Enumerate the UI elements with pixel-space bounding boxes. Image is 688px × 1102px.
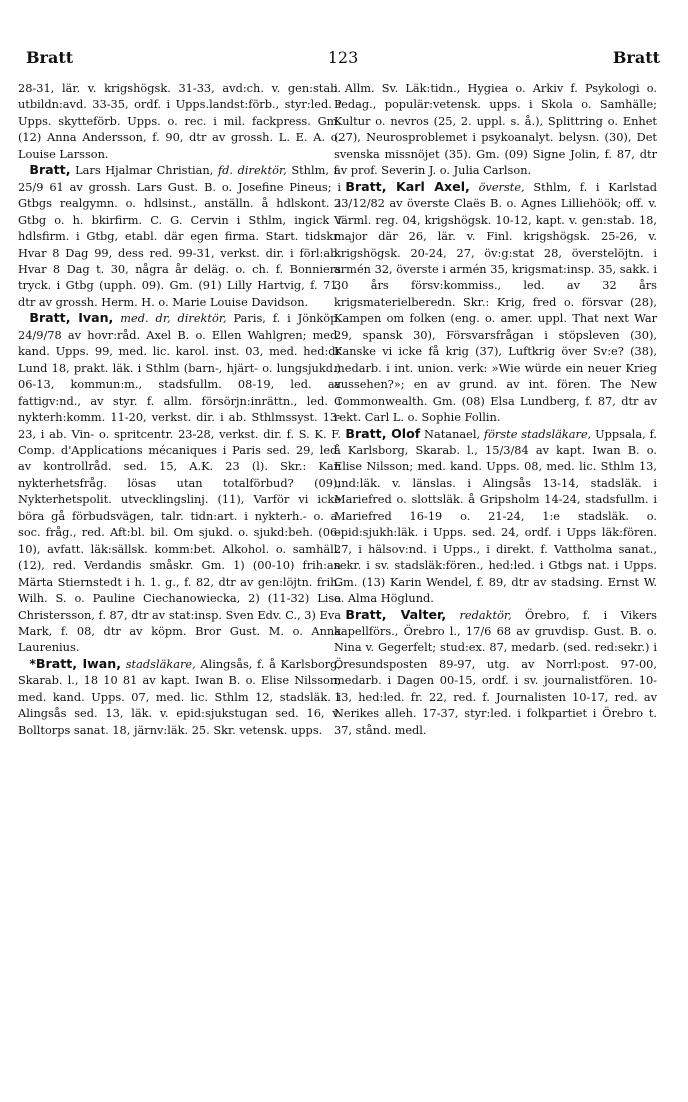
entry-name: *Bratt, Iwan, <box>29 655 122 671</box>
entry-title: fd. direktör, <box>217 163 287 178</box>
entry-name: Bratt, Valter, <box>345 606 447 622</box>
continuation-text: 28-31, lär. v. krigshögsk. 31-33, avd:ch. v. gen:stab. utbildn:avd. 33-35, ordf. i Upps.landst:förb., styr:led. i Upps. skytteförb. Upps. o. rec. i mil. fackpress. Gm. (12) Anna Andersson, f. 90, dtr av grossh. L. E. A. o. Louise Larsson. <box>18 81 341 161</box>
entry-text: Uppsala, f. å Karlsborg, Skarab. l., 15/3/84 av kapt. Iwan B. o. Elise Nilsson; med. kand. Upps. 08, med. lic. Sthlm 13, und:läk. v. länslas. i Alingsås 13-14, stadsläk. i Mariefred o. slottsläk. å Gripsholm 14-24, stadsfullm. i Mariefred 16-19 o. 21-24, 1:e stadsläk. o. epid:sjukh:läk. i Upps. sed. 24, ordf. i Upps läk:fören. 27, i hälsov:nd. i Upps., i direkt. f. Vattholma sanat., sekr. i sv. stadsläk:fören., hed:led. i Gtbgs nat. i Upps. Gm. (13) Karin Wendel, f. 89, dtr av stadsing. Ernst W. o. Alma Höglund. <box>334 426 657 606</box>
entry-given-names <box>470 180 479 194</box>
page-number: 123 <box>327 48 359 67</box>
entry-text: Alingsås, f. å Karlsborg, Skarab. l., 18 10 81 av kapt. Iwan B. o. Elise Nilsson; med. kand. Upps. 07, med. lic. Sthlm 12, stadsläk. i Alingsås sed. 13, läk. v. epid:sjukstugan sed. 16, v. Bolltorps sanat. 18, järnv:läk. 25. Skr. vetensk. upps. <box>18 656 342 737</box>
entry-text: Örebro, f. i Vikers kapellförs., Örebro l., 17/6 68 av gruvdisp. Gust. B. o. Nina v. Gegerfelt; stud:ex. 87, medarb. (sed. red:sekr.) i Öresundsposten 89-97, utg. av Norrl:post. 97-00, medarb. i Dagen 00-15, ordf. i sv. journalistfören. 10-13, hed:led. fr. 22, red. f. Journalisten 10-17, red. av Nerikes alleh. 17-37, styr:led. i folkpartiet i Örebro t. 37, stånd. medl. <box>334 607 657 737</box>
entry-given-names: Lars Hjalmar Christian, <box>70 163 218 178</box>
right-column <box>334 80 657 738</box>
left-column <box>18 80 341 738</box>
entry-text: Sthlm, f. i Karlstad 23/12/82 av överste Claës B. o. Agnes Lilliehöök; off. v. Värml. reg. 04, krigshögsk. 10-12, kapt. v. gen:stab. 18, major där 26, lär. v. Finl. krigshögsk. 25-26, v. krigshögsk. 20-24, 27, öv:g:stat 28, överstelöjtn. i armén 32, överste i armén 35, krigsmat:insp. 35, sakk. i 30 års försv:kommiss., led. av 32 års krigsmaterielberedn. Skr.: Krig, fred o. försvar (28), Kampen om folken (eng. o. amer. uppl. That next War 29, spansk 30), Försvarsfrågan i stöpsleven (30), Kanske vi icke få krig (37), Luftkrig över Sv:e? (38), medarb. i int. union. verk: »Wie würde ein neuer Krieg aussehen?»; en av grund. av int. fören. The New Commonwealth. Gm. (08) Elsa Lundberg, f. 87, dtr av rekt. Carl L. o. Sophie Follin. <box>334 179 657 425</box>
entry-text: Paris, f. i Jönköp. 24/9/78 av hovr:råd. Axel B. o. Ellen Wahlgren; med. kand. Upps. 99, med. lic. karol. inst. 03, med. hed:dr Lund 18, prakt. läk. i Sthlm (barn-, hjärt- o. lungsjukd.) 06-13, kommun:m., stadsfullm. 08-19, led. av fattigv:nd., av styr. f. allm. försörjn:inrättn., led. i nykterh:komm. 11-20, verkst. dir. i ab. Sthlmssyst. 13-23, i ab. Vin- o. spritcentr. 23-28, verkst. dir. f. S. K. F. Comp. d'Applications mécaniques i Paris sed. 29, led. av kontrollråd. sed. 15, A.K. 23 (l). Skr.: Kan nykterhetsfråg. lösas utan totalförbud? (09), Nykterhetspolit. utvecklingslinj. (11), Varför vi icke böra gå förbudsvägen, talr. tidn:art. i nykterh.- o. a. soc. fråg., red. Aft:bl. bil. Om sjukd. o. sjukd:beh. (06-10), avfatt. läk:sällsk. komm:bet. Alkohol. o. samhäll. (12), red. Verdandis småskr. Gm. 1) (00-10) frih:an Märta Stiernstedt i h. 1. g., f. 82, dtr av gen:löjtn. frih. Wilh. S. o. Pauline Ciechanowiecka, 2) (11-32) Lisa Christersson, f. 87, dtr av stat:insp. Sven Edv. C., 3) Eva Mark, f. 08, dtr av köpm. Bror Gust. M. o. Anna Laurenius. <box>18 311 341 655</box>
page-header <box>26 48 660 70</box>
entry-title: stadsläkare, <box>125 656 196 671</box>
header-left-keyword: Bratt <box>26 48 74 67</box>
entry-title: med. dr, direktör, <box>120 311 227 326</box>
entry-bratt-hjalmar <box>18 162 341 310</box>
entry-title: överste, <box>478 179 525 194</box>
entry-title: redaktör, <box>459 607 512 622</box>
entry-bratt-iwan <box>18 656 341 738</box>
header-right-keyword: Bratt <box>612 48 660 67</box>
entry-bratt-ivan <box>18 310 341 656</box>
entry-title: förste stadsläkare, <box>483 426 592 441</box>
entry-name: Bratt, Karl Axel, <box>345 178 470 194</box>
continuation-text: i Allm. Sv. Läk:tidn., Hygiea o. Arkiv f. Psykologi o. Pedag., populär:vetensk. upps. i Skola o. Samhälle; Kultur o. nevros (25, 2. uppl. s. å.), Splittring o. Enhet (27), Neurosproblemet i psykoanalyt. belysn. (30), Det svenska missnöjet (35). Gm. (09) Signe Jolin, f. 87, dtr av prof. Severin J. o. Julia Carlson. <box>334 81 657 178</box>
entry-given-names <box>446 608 459 622</box>
entry-name: Bratt, Olof <box>345 425 421 441</box>
entry-bratt-karl-axel <box>334 179 657 426</box>
entry-name: Bratt, Ivan, <box>29 310 114 326</box>
entry-given-names: Natanael, <box>420 426 484 441</box>
entry-text: Sthlm, f. 25/9 61 av grossh. Lars Gust. B. o. Josefine Pineus; i Gtbgs realgymn. o. hdlsinst., anställn. å hdlskont. i Gtbg o. h. bkirfirm. C. G. Cervin i Sthlm, ingick i hdlsfirm. i Gtbg, etabl. där egen firma. Start. tidskr. Hvar 8 Dag 99, dess red. 99-31, verkst. dir. i förl:ab. Hvar 8 Dag t. 30, några år deläg. o. ch. f. Bonniers tryck. i Gtbg (upph. 09). Gm. (91) Lilly Hartvig, f. 71, dtr av grossh. Herm. H. o. Marie Louise Davidson. <box>18 163 341 309</box>
entry-bratt-olof <box>334 426 657 607</box>
entry-name: Bratt, <box>29 162 71 178</box>
entry-bratt-valter <box>334 607 657 739</box>
